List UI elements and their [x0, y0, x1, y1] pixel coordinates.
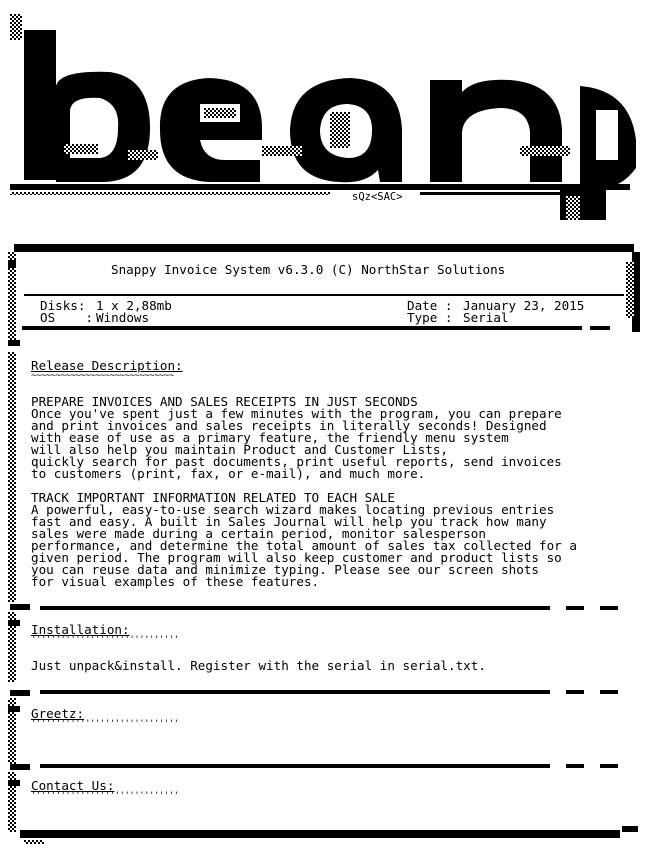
contact-heading-underline: '''''''''''''''''''''''''''''': [31, 791, 179, 801]
contact-heading: Contact Us:: [31, 778, 115, 793]
release-line: Once you've spent just a few minutes with the program, you can prepare: [31, 406, 562, 421]
release-line: and print invoices and sales receipts in literally seconds! Designed: [31, 418, 547, 433]
release-line: for visual examples of these features.: [31, 574, 320, 589]
release-subheading-2: TRACK IMPORTANT INFORMATION RELATED TO EACH SALE: [31, 490, 395, 505]
release-heading-underline: ~~~~~~~~~~~~~~~~~~~~~~~~~~~~~: [31, 371, 174, 381]
release-line: with ease of use as a primary feature, the friendly menu system: [31, 430, 509, 445]
release-line: will also help you maintain Product and Customer Lists,: [31, 442, 449, 457]
type-value: Serial: [463, 310, 509, 325]
ascii-logo: [0, 0, 648, 232]
release-title: Snappy Invoice System v6.3.0 (C) NorthStar Solutions: [111, 262, 506, 277]
installation-heading: Installation:: [31, 622, 130, 637]
disks-value: 1 x 2,88mb: [96, 298, 172, 313]
release-line: fast and easy. A built in Sales Journal will help you track how many: [31, 514, 547, 529]
release-line: sales were made during a certain period, monitor salesperson: [31, 526, 486, 541]
greetz-heading: Greetz:: [31, 706, 85, 721]
release-line: A powerful, easy-to-use search wizard makes locating previous entries: [31, 502, 555, 517]
release-line: you can reuse data and minimize typing. Please see our screen shots: [31, 562, 539, 577]
date-value: January 23, 2015: [463, 298, 585, 313]
release-line: performance, and determine the total amount of sales tax collected for a: [31, 538, 577, 553]
release-line: given period. The program will also keep customer and product lists so: [31, 550, 562, 565]
release-heading: Release Description:: [31, 358, 183, 373]
date-label: Date :: [407, 298, 453, 313]
release-line: quickly search for past documents, print useful reports, send invoices: [31, 454, 562, 469]
type-label: Type :: [407, 310, 453, 325]
installation-heading-underline: '''''''''''''''''''''''''''''': [31, 635, 179, 645]
release-line: to customers (print, fax, or e-mail), and much more.: [31, 466, 426, 481]
group-tag: sQz<SAC>: [352, 191, 403, 203]
greetz-heading-underline: '''''''''''''''''''''''''''''': [31, 719, 179, 729]
disks-label: Disks:: [40, 298, 86, 313]
installation-text: Just unpack&install. Register with the serial in serial.txt.: [31, 658, 486, 673]
os-label: OS :: [40, 310, 94, 325]
logo-graphic: [0, 0, 648, 232]
release-subheading-1: PREPARE INVOICES AND SALES RECEIPTS IN JUST SECONDS: [31, 394, 418, 409]
os-value: Windows: [96, 310, 150, 325]
